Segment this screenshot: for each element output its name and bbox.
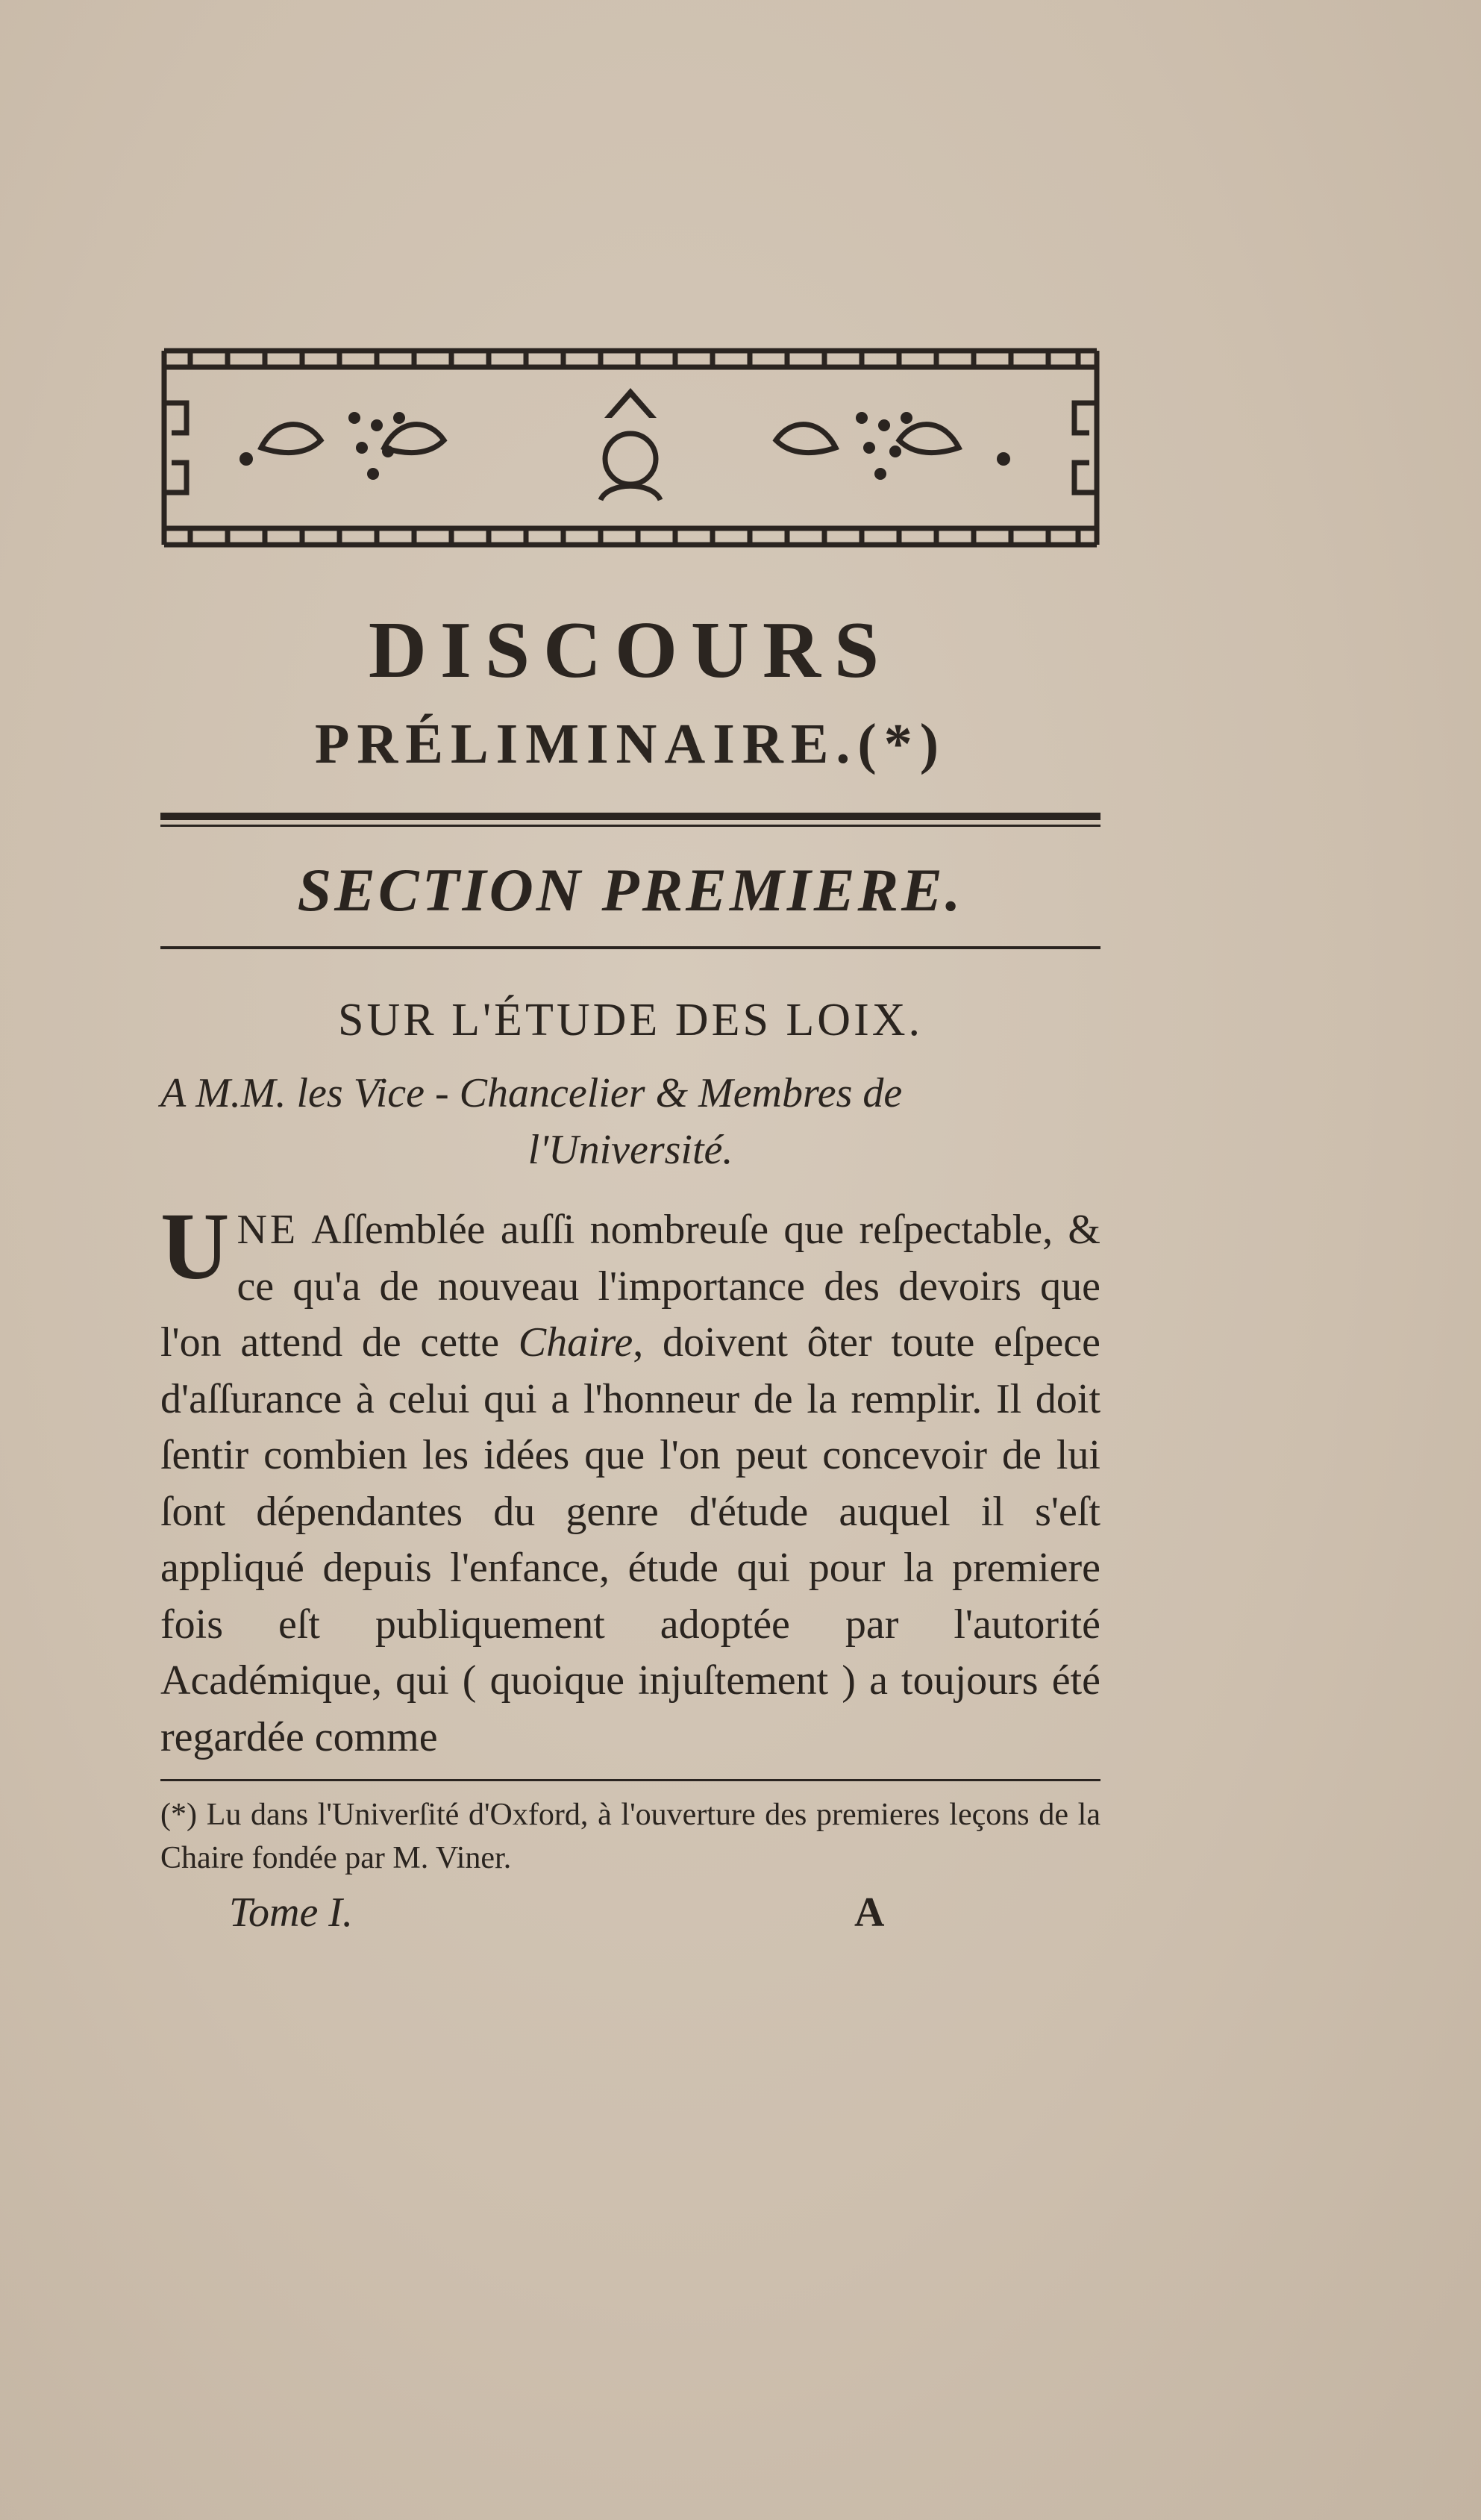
ornamental-headpiece (160, 328, 1100, 567)
signature-mark: A (854, 1889, 885, 1936)
footnote-rule (160, 1779, 1100, 1781)
body-paragraph (160, 1193, 1100, 1766)
body-text (160, 1193, 1100, 1766)
section-rule (160, 946, 1100, 949)
body-text-part-2: , doivent ôter toute eſpece d'aſſurance à celui qui a l'honneur de la remplir. Il doit ſentir combien les idées que l'on peut concevoir de lui ſont dépendantes du genre d'étude auquel il s'eſt appliqué depuis l'enfance, étude qui pour la premiere fois eſt publiquement adoptée par l'autorité Académique, qui ( quoique injuſtement ) a toujours été regardée comme (160, 1319, 1100, 1760)
address-line-2: l'Université. (527, 1127, 733, 1173)
body-text-part-1: Aſſemblée auſſi nombreuſe que reſpectable, & ce qu'a de nouveau l'importance des devoirs que l'on attend de cette (160, 1207, 1100, 1366)
page-footer (160, 1889, 1100, 1941)
title-preliminaire: PRÉLIMINAIRE.(*) (314, 713, 947, 775)
page-content (160, 328, 1100, 1941)
drop-cap: U (160, 1193, 230, 1299)
double-rule-thin (160, 825, 1100, 827)
address-line-1: A M.M. les Vice - Chancelier & Membres de (160, 1070, 903, 1116)
body-italic-chaire: Chaire (518, 1319, 633, 1366)
first-word-rest: NE (237, 1207, 299, 1253)
footnote: (*) Lu dans l'Univerſité d'Oxford, à l'ouverture des premieres leçons de la Chaire fondée par M. Viner. (160, 1798, 1100, 1875)
address (160, 1065, 1100, 1178)
chapter-heading: SUR L'ÉTUDE DES LOIX. (337, 995, 923, 1045)
title-discours: DISCOURS (368, 606, 893, 695)
double-rule-thick (160, 813, 1100, 820)
tome-label: Tome I. (229, 1889, 353, 1936)
section-title: SECTION PREMIERE. (297, 856, 964, 924)
